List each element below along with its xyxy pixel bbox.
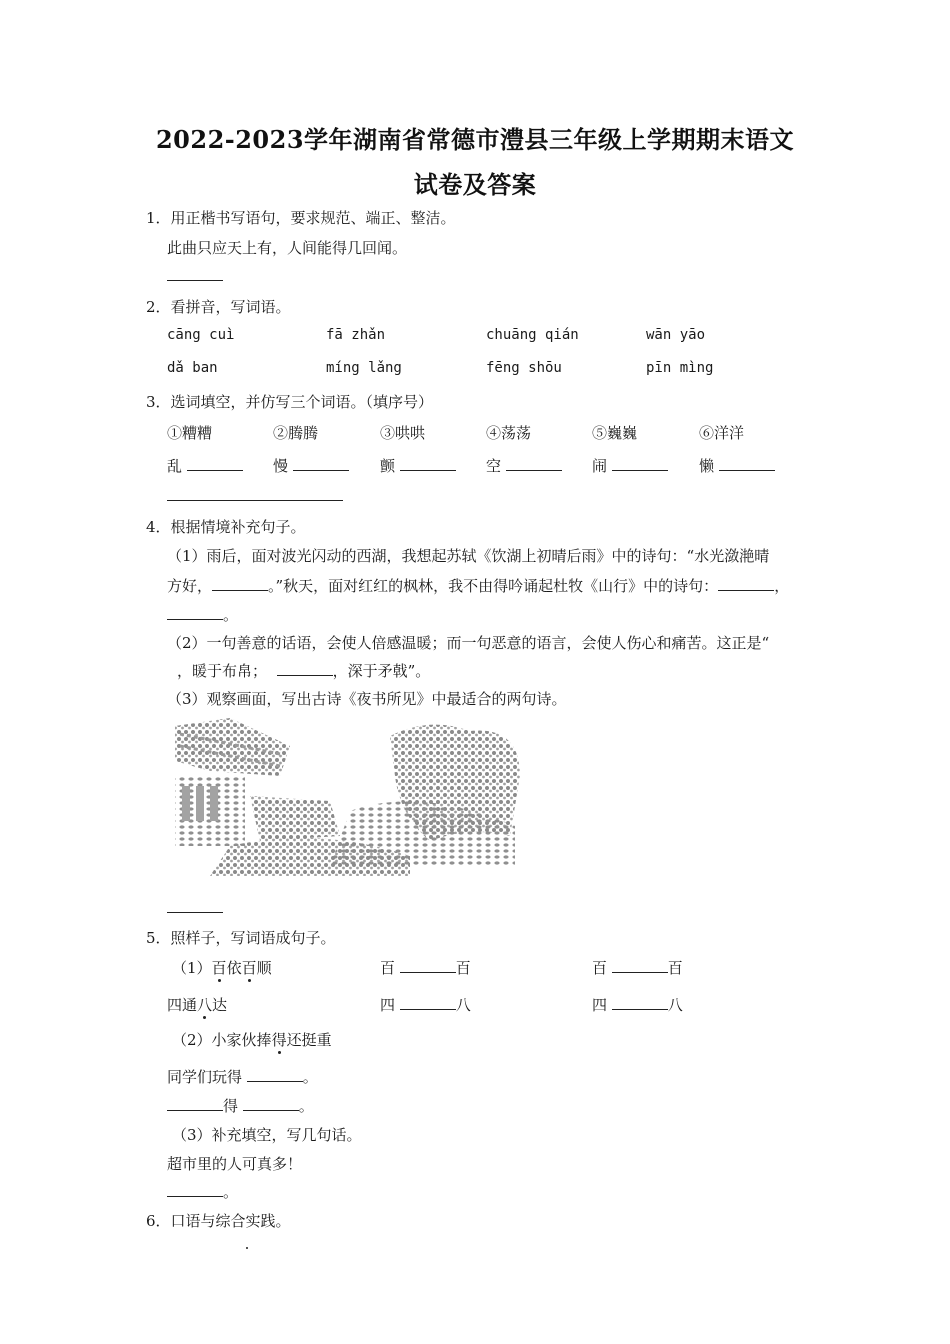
char: 百 — [592, 959, 608, 977]
answer-blank[interactable] — [167, 605, 223, 620]
q1-answer-blank[interactable] — [167, 266, 223, 285]
pinyin-item: pīn mìng — [646, 360, 714, 376]
char: 通 — [182, 996, 198, 1014]
q4-p1-line3 — [167, 604, 238, 625]
answer-blank[interactable] — [277, 661, 333, 676]
char: 四 — [592, 996, 608, 1014]
text: 小家伙捧 — [211, 1031, 272, 1049]
stray-mark — [246, 1247, 248, 1249]
fill-item[interactable] — [699, 455, 775, 476]
option-item: ②腾腾 — [273, 424, 319, 442]
text: 。”秋天，面对红红的枫林，我不由得吟诵起杜牧《山行》中的诗句： — [268, 577, 719, 595]
q5-s3-line: 超市里的人可真多！ — [167, 1155, 303, 1173]
text: 。 — [298, 1097, 314, 1115]
q5-prompt: 5．照样子，写词语成句子。 — [146, 929, 336, 947]
pinyin-item: cāng cuì — [167, 327, 235, 343]
text: 得 — [223, 1097, 239, 1115]
q5-s2-line1[interactable] — [167, 1066, 318, 1087]
q5-s1-example1 — [172, 957, 272, 978]
poem-scene-image — [170, 716, 525, 876]
text: ， — [774, 577, 790, 595]
pinyin-item: fā zhǎn — [326, 327, 386, 343]
dotted-char: 八 — [197, 996, 213, 1014]
text: 同学们玩得 — [167, 1068, 243, 1086]
pinyin-item: fēng shōu — [486, 360, 562, 376]
char: 百 — [667, 959, 683, 977]
q5-pattern[interactable] — [592, 957, 683, 978]
char: 八 — [667, 996, 683, 1014]
q5-pattern[interactable] — [592, 994, 683, 1015]
fill-item[interactable] — [273, 455, 349, 476]
char: 四 — [380, 996, 396, 1014]
q4-prompt: 4．根据情境补充句子。 — [146, 518, 306, 536]
q5-s1-example2 — [167, 994, 227, 1015]
label: （2） — [172, 1031, 212, 1049]
q4-p3: （3）观察画面，写出古诗《夜书所见》中最适合的两句诗。 — [167, 690, 567, 708]
text: 。 — [223, 606, 239, 624]
page-title: 2022-2023学年湖南省常德市澧县三年级上学期期末语文 — [155, 125, 795, 154]
fill-item[interactable] — [380, 455, 456, 476]
fill-item[interactable] — [486, 455, 562, 476]
q6-prompt: 6．口语与综合实践。 — [146, 1212, 291, 1230]
pinyin-item: míng lǎng — [326, 360, 402, 376]
char: 依 — [226, 959, 242, 977]
pinyin-item: chuāng qián — [486, 327, 579, 343]
option-item: ⑤巍巍 — [592, 424, 638, 442]
char: 百 — [380, 959, 396, 977]
q4-p3-answer-blank[interactable] — [167, 898, 223, 917]
fill-char: 慢 — [273, 457, 289, 475]
option-item: ④荡荡 — [486, 424, 532, 442]
text: 还挺重 — [286, 1031, 332, 1049]
char: 八 — [455, 996, 471, 1014]
option-item: ⑥洋洋 — [699, 424, 745, 442]
q5-pattern[interactable] — [380, 957, 471, 978]
text: ，深于矛戟”。 — [332, 662, 431, 680]
fill-char: 懒 — [699, 457, 715, 475]
q5-pattern[interactable] — [380, 994, 471, 1015]
answer-blank[interactable] — [167, 662, 177, 676]
label: （1） — [172, 959, 212, 977]
q1-sentence: 此曲只应天上有，人间能得几回闻。 — [167, 239, 408, 257]
answer-blank[interactable] — [212, 576, 268, 591]
char: 四 — [167, 996, 183, 1014]
text: ，暖于布帛； — [177, 662, 268, 680]
char: 顺 — [256, 959, 272, 977]
q4-p2-line1: （2）一句善意的话语，会使人倍感温暖；而一句恶意的语言，会使人伤心和痛苦。这正是“ — [167, 634, 770, 652]
text: 。 — [223, 1183, 239, 1201]
fill-item[interactable] — [167, 455, 243, 476]
dotted-char: 百 — [211, 959, 227, 977]
page-title-line2: 试卷及答案 — [413, 170, 537, 199]
q3-imitation-blank[interactable] — [167, 486, 343, 505]
char: 百 — [455, 959, 471, 977]
q5-s3-answer[interactable] — [167, 1181, 238, 1202]
q4-p1-line2 — [167, 575, 789, 596]
dotted-char: 百 — [241, 959, 257, 977]
q1-prompt: 1．用正楷书写语句，要求规范、端正、整洁。 — [146, 209, 456, 227]
fill-char: 颤 — [380, 457, 396, 475]
q5-s3-label: （3）补充填空，写几句话。 — [172, 1126, 362, 1144]
char: 达 — [212, 996, 228, 1014]
q3-prompt: 3．选词填空，并仿写三个词语。（填序号） — [146, 393, 434, 411]
q5-s2-example — [172, 1029, 332, 1050]
fill-char: 闹 — [592, 457, 608, 475]
option-item: ③哄哄 — [380, 424, 426, 442]
text: 。 — [302, 1068, 318, 1086]
fill-char: 空 — [486, 457, 502, 475]
pinyin-item: wān yāo — [646, 327, 706, 343]
dotted-char: 得 — [271, 1031, 287, 1049]
fill-item[interactable] — [592, 455, 668, 476]
pinyin-item: dǎ ban — [167, 360, 218, 376]
q4-p1-line1: （1）雨后，面对波光闪动的西湖，我想起苏轼《饮湖上初晴后雨》中的诗句：“水光潋滟晴 — [167, 547, 770, 565]
q4-p2-line2 — [167, 660, 430, 681]
fill-char: 乱 — [167, 457, 183, 475]
q5-s2-line2[interactable] — [167, 1095, 314, 1116]
q2-prompt: 2．看拼音，写词语。 — [146, 298, 291, 316]
answer-blank[interactable] — [718, 576, 774, 591]
text: 方好， — [167, 577, 213, 595]
option-item: ①糟糟 — [167, 424, 213, 442]
